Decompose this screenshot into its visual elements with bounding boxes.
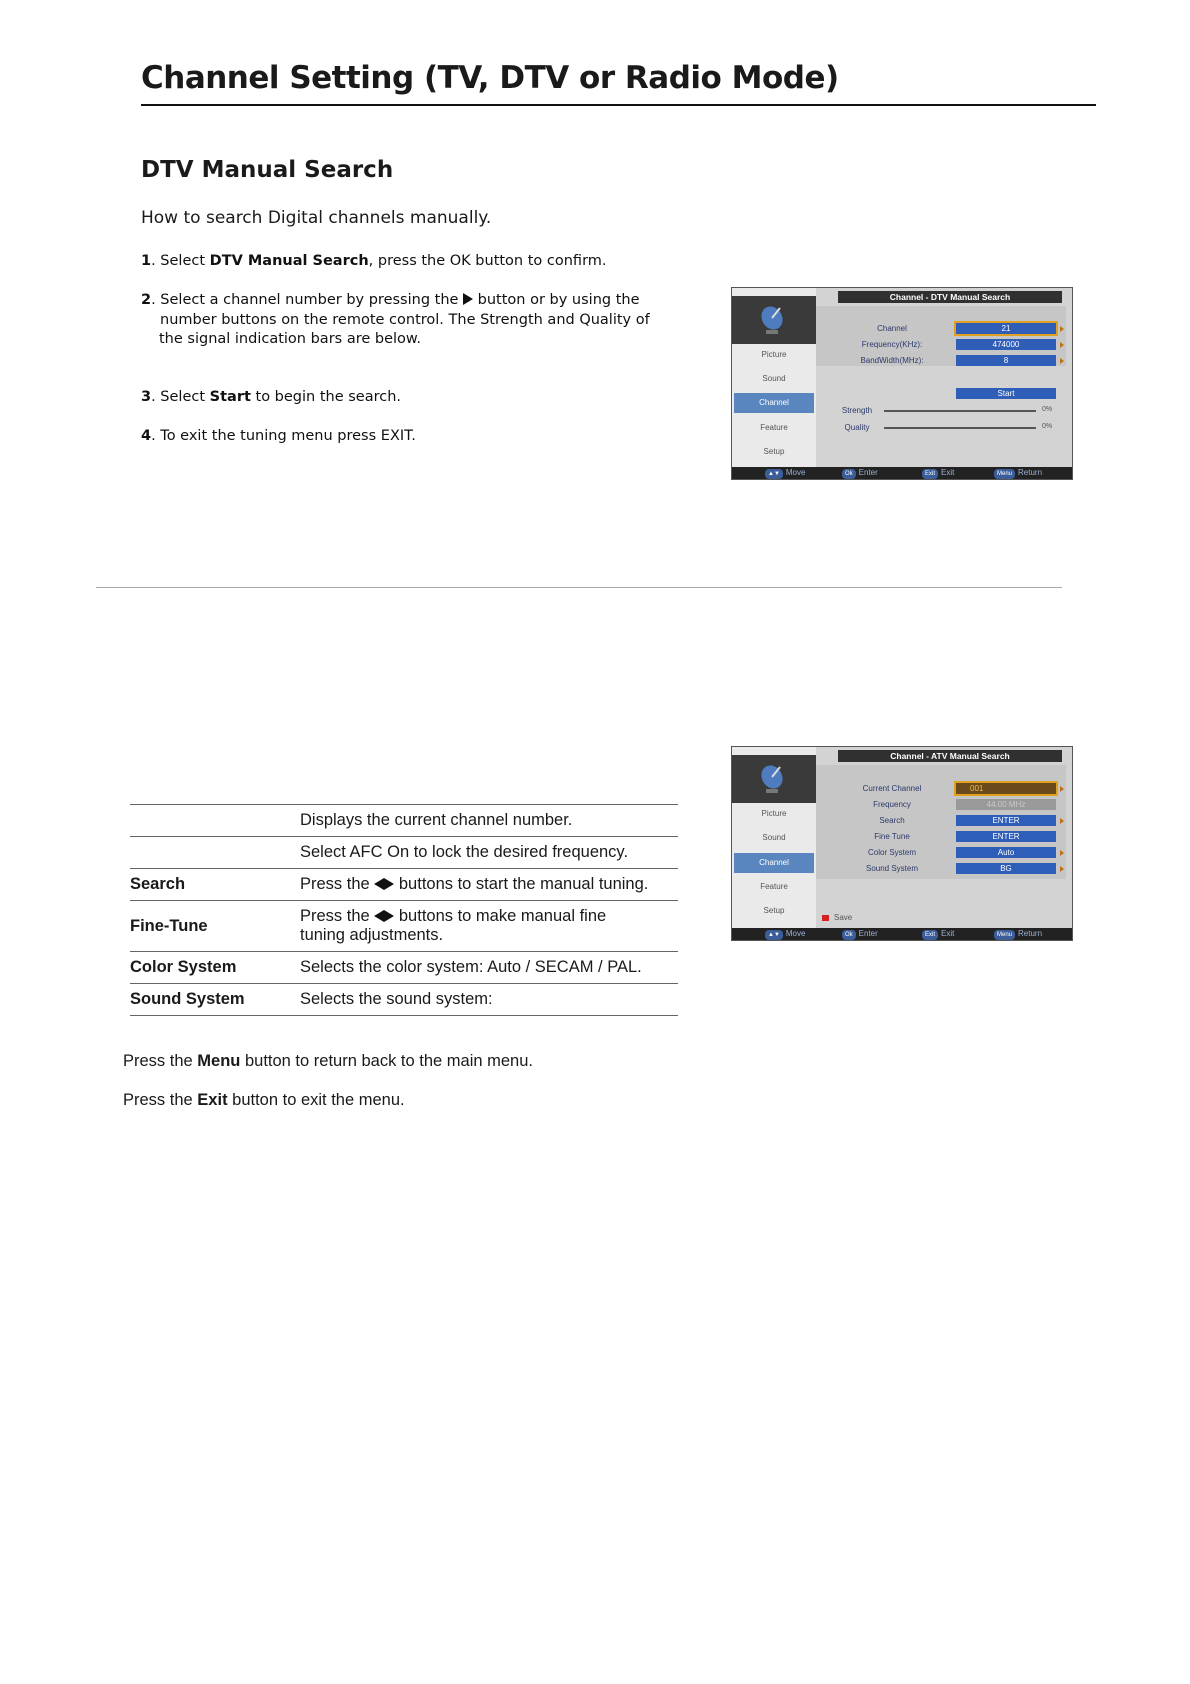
tv-nav-setup[interactable]: Setup [763,447,785,456]
tv-footer [732,928,1072,940]
row-label: Frequency(KHz): [861,340,923,349]
row-label: Fine Tune [874,832,910,841]
tv-nav-setup[interactable]: Setup [763,906,785,915]
tv-footer [732,467,1072,479]
right-arrow-icon [1060,850,1064,856]
row-label: Search [879,816,905,825]
section-divider [96,587,1062,588]
title-divider [141,104,1096,106]
frequency-value: 44.00 MHz [956,799,1056,810]
start-button[interactable]: Start [956,388,1056,399]
tv-nav-sound[interactable]: Sound [762,374,786,383]
row-label: Search [130,869,300,901]
row-description: Displays the current channel number. [300,805,678,837]
footer-enter: Ok Enter [842,468,878,479]
table-row [130,952,678,984]
row-label: Fine-Tune [130,901,300,952]
footer-exit: Exit Exit [922,468,954,479]
satellite-dish-icon [732,296,816,344]
atv-manual-search-screenshot [731,746,1073,941]
strength-percent: 0% [1042,406,1053,413]
channel-value[interactable]: 21 [956,323,1056,334]
strength-bar [884,410,1036,412]
footer-enter: Ok Enter [842,929,878,940]
right-arrow-icon [1060,326,1064,332]
step-4: 4. To exit the tuning menu press EXIT. [141,428,416,444]
row-description: Selects the sound system: [300,984,678,1016]
right-arrow-icon [1060,866,1064,872]
tv-menu-header: Channel - DTV Manual Search [838,291,1062,303]
dtv-manual-search-screenshot [731,287,1073,480]
quality-percent: 0% [1042,423,1053,430]
tv-nav-feature[interactable]: Feature [760,882,788,891]
row-description: Press the buttons to make manual fine tuning adjustments. [300,901,678,952]
row-description: Selects the color system: Auto / SECAM / PAL. [300,952,678,984]
step-2: 2. Select a channel number by pressing the button or by using the number buttons on the remote control. The Strength and Quality of the signal indication bars are below. [141,292,650,347]
tv-nav-channel[interactable]: Channel [734,393,814,413]
exit-note: Press the Exit button to exit the menu. [123,1091,405,1109]
tv-nav-sound[interactable]: Sound [762,833,786,842]
table-row [130,805,678,837]
quality-bar [884,427,1036,429]
row-description: Press the buttons to start the manual tuning. [300,869,678,901]
left-arrow-icon [374,910,384,922]
right-arrow-icon [463,293,473,305]
right-arrow-icon [1060,786,1064,792]
row-label [130,837,300,869]
fine-tune-value[interactable]: ENTER [956,831,1056,842]
tv-nav-channel[interactable]: Channel [734,853,814,873]
save-color-key-icon [822,915,829,921]
tv-nav-picture[interactable]: Picture [761,350,787,359]
right-arrow-icon [1060,342,1064,348]
footer-return: Menu Return [994,929,1042,940]
section-heading: DTV Manual Search [141,157,394,183]
row-label: Frequency [873,800,911,809]
sound-system-value[interactable]: BG [956,863,1056,874]
page-title: Channel Setting (TV, DTV or Radio Mode) [141,60,839,96]
settings-description-table [130,804,678,1016]
right-arrow-icon [384,910,394,922]
row-label: Color System [130,952,300,984]
tv-nav-feature[interactable]: Feature [760,423,788,432]
intro-text: How to search Digital channels manually. [141,208,492,228]
row-label: Current Channel [862,784,922,793]
right-arrow-icon [1060,818,1064,824]
footer-move: ▲▼ Move [765,468,805,479]
table-row [130,984,678,1016]
meter-label: Quality [844,423,870,432]
row-label: Sound System [130,984,300,1016]
row-label [130,805,300,837]
table-row [130,869,678,901]
row-label: Sound System [865,864,919,873]
footer-exit: Exit Exit [922,929,954,940]
search-value[interactable]: ENTER [956,815,1056,826]
satellite-dish-icon [732,755,816,803]
tv-nav-picture[interactable]: Picture [761,809,787,818]
right-arrow-icon [1060,358,1064,364]
footer-return: Menu Return [994,468,1042,479]
current-channel-value[interactable]: 001 [956,783,1056,794]
right-arrow-icon [384,878,394,890]
row-label: Color System [867,848,916,857]
bandwidth-value[interactable]: 8 [956,355,1056,366]
left-arrow-icon [374,878,384,890]
menu-note: Press the Menu button to return back to the main menu. [123,1052,533,1070]
meter-label: Strength [841,406,873,415]
save-label: Save [834,913,853,922]
footer-move: ▲▼ Move [765,929,805,940]
table-row [130,901,678,952]
step-1: 1. Select DTV Manual Search, press the OK button to confirm. [141,253,607,269]
row-label: Channel [877,324,907,333]
tv-menu-header: Channel - ATV Manual Search [838,750,1062,762]
step-3: 3. Select Start to begin the search. [141,389,402,405]
color-system-value[interactable]: Auto [956,847,1056,858]
row-label: BandWidth(MHz): [860,356,924,365]
table-row [130,837,678,869]
frequency-value[interactable]: 474000 [956,339,1056,350]
row-description: Select AFC On to lock the desired frequency. [300,837,678,869]
